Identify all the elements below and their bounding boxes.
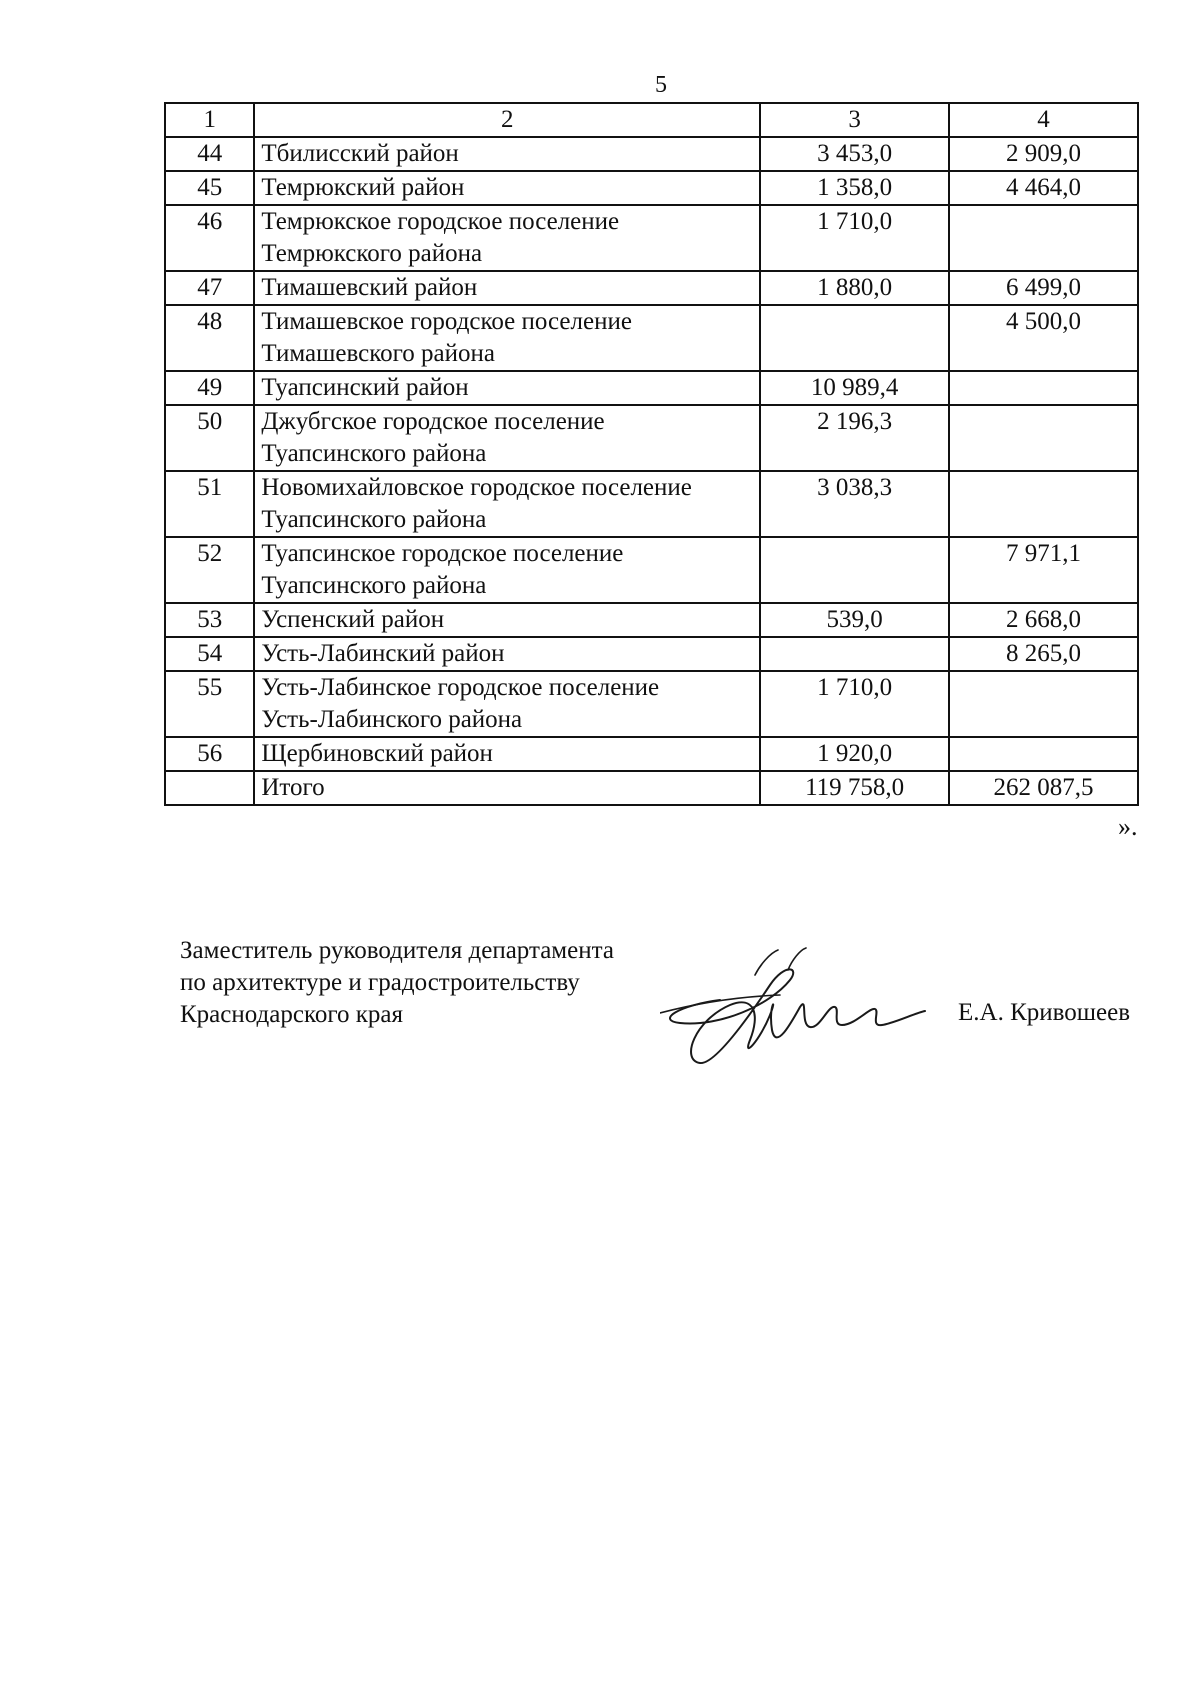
row-col3-cell: 1 358,0 [760,171,949,205]
row-col4-cell: 2 668,0 [949,603,1138,637]
row-name-line: Щербиновский район [261,740,493,767]
row-name-cell [254,205,760,271]
signer-title-line: по архитектуре и градостроительству [180,969,580,996]
header-cell: 3 [760,103,949,137]
table-header-row [165,103,1138,137]
row-number-cell: 54 [165,637,254,671]
row-col3-cell: 2 196,3 [760,405,949,471]
row-name-cell [254,137,760,171]
row-number-cell: 45 [165,171,254,205]
row-name-cell [254,171,760,205]
total-col4-cell: 262 087,5 [949,771,1138,805]
signer-name: Е.А. Кривошеев [958,999,1131,1026]
row-name-line: Усть-Лабинского района [261,706,523,733]
row-name-line: Усть-Лабинское городское поселение [261,674,660,701]
row-name-cell [254,671,760,737]
row-name-cell [254,737,760,771]
row-name-line: Туапсинского района [261,572,487,599]
row-name-line: Тимашевское городское поселение [261,308,632,335]
header-cell: 1 [165,103,254,137]
row-col3-cell [760,537,949,603]
table-row [165,537,1138,603]
row-number-cell: 50 [165,405,254,471]
row-number-cell: 55 [165,671,254,737]
row-name-cell [254,271,760,305]
row-name-line: Тбилисский район [261,140,459,167]
row-col3-cell [760,305,949,371]
total-number-cell [165,771,254,805]
row-number-cell: 46 [165,205,254,271]
row-col3-cell: 1 710,0 [760,671,949,737]
signer-title-line: Заместитель руководителя департамента [180,937,614,964]
row-name-line: Туапсинского района [261,440,487,467]
row-name-cell [254,371,760,405]
row-col3-cell: 1 710,0 [760,205,949,271]
row-name-line: Тимашевского района [261,340,495,367]
row-col3-cell: 10 989,4 [760,371,949,405]
header-cell: 4 [949,103,1138,137]
signer-title-line: Краснодарского края [180,1001,403,1028]
row-name-line: Туапсинского района [261,506,487,533]
row-col3-cell: 1 920,0 [760,737,949,771]
row-name-line: Новомихайловское городское поселение [261,474,692,501]
handwritten-signature [660,945,930,1085]
row-col3-cell: 3 453,0 [760,137,949,171]
table-row [165,371,1138,405]
row-name-line: Туапсинский район [261,374,469,401]
row-name-line: Успенский район [261,606,445,633]
row-number-cell: 48 [165,305,254,371]
allocation-table [164,102,1139,806]
row-name-cell [254,471,760,537]
row-number-cell: 52 [165,537,254,603]
row-name-cell [254,637,760,671]
row-number-cell: 44 [165,137,254,171]
table-row [165,137,1138,171]
row-col4-cell: 6 499,0 [949,271,1138,305]
row-col4-cell [949,405,1138,471]
row-name-line: Джубгское городское поселение [261,408,605,435]
row-col4-cell [949,471,1138,537]
row-number-cell: 49 [165,371,254,405]
table-row [165,205,1138,271]
row-col4-cell [949,371,1138,405]
row-name-line: Тимашевский район [261,274,478,301]
row-col4-cell [949,737,1138,771]
signer-title [180,935,614,1031]
table-row [165,171,1138,205]
table-body [165,103,1138,805]
table-total-row [165,771,1138,805]
table-row [165,603,1138,637]
row-col4-cell [949,671,1138,737]
row-col4-cell: 2 909,0 [949,137,1138,171]
total-label-cell: Итого [254,771,760,805]
row-col4-cell: 8 265,0 [949,637,1138,671]
row-name-line: Темрюкский район [261,174,465,201]
row-number-cell: 51 [165,471,254,537]
row-number-cell: 53 [165,603,254,637]
row-name-cell [254,537,760,603]
row-name-line: Туапсинское городское поселение [261,540,624,567]
table-row [165,737,1138,771]
row-col4-cell: 4 500,0 [949,305,1138,371]
row-name-line: Усть-Лабинский район [261,640,505,667]
row-col3-cell [760,637,949,671]
total-col3-cell: 119 758,0 [760,771,949,805]
header-cell: 2 [254,103,760,137]
row-name-cell [254,305,760,371]
row-col3-cell: 1 880,0 [760,271,949,305]
closing-quote: ». [1118,812,1138,841]
table-row [165,405,1138,471]
row-name-cell [254,405,760,471]
table-row [165,305,1138,371]
table-row [165,271,1138,305]
table-row [165,471,1138,537]
row-col4-cell: 7 971,1 [949,537,1138,603]
row-col4-cell: 4 464,0 [949,171,1138,205]
table-row [165,671,1138,737]
table-row [165,637,1138,671]
row-col4-cell [949,205,1138,271]
row-name-line: Темрюкское городское поселение [261,208,620,235]
row-name-cell [254,603,760,637]
row-col3-cell: 539,0 [760,603,949,637]
row-name-line: Темрюкского района [261,240,483,267]
row-number-cell: 47 [165,271,254,305]
row-col3-cell: 3 038,3 [760,471,949,537]
page-number: 5 [655,72,667,98]
row-number-cell: 56 [165,737,254,771]
